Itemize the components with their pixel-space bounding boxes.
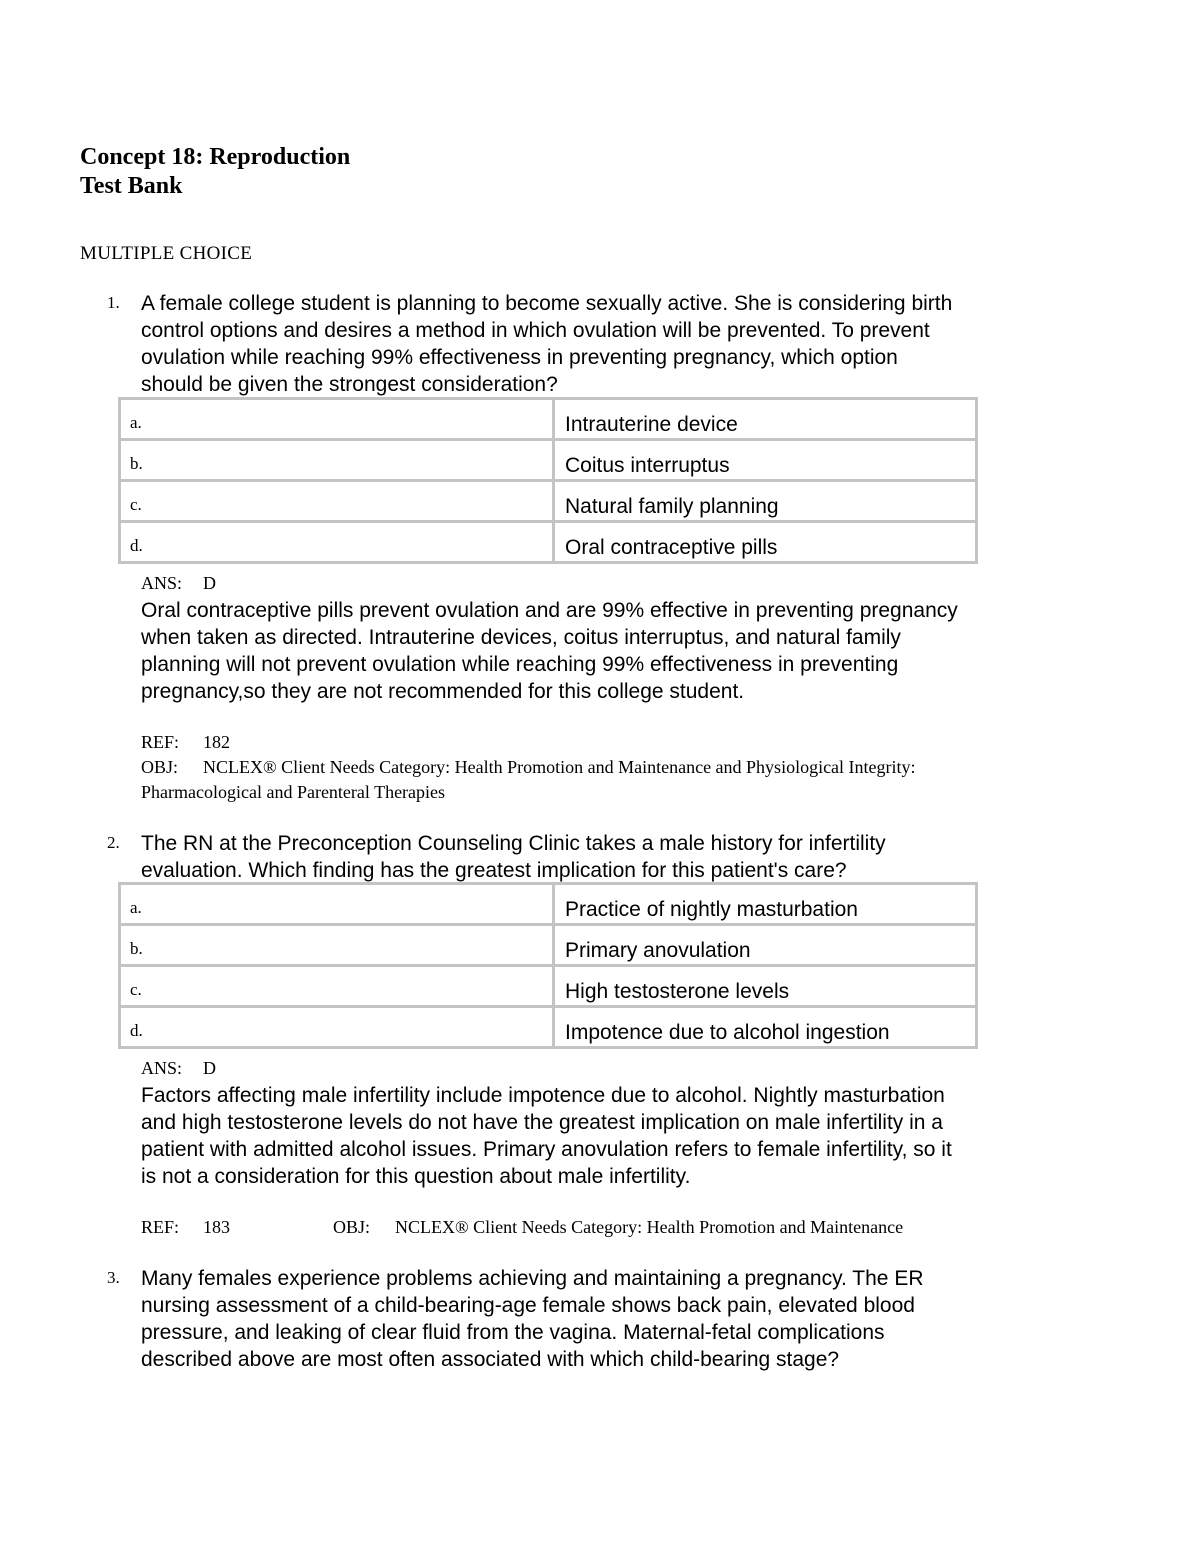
question-number: 2.: [107, 833, 120, 852]
choice-row: [120, 481, 977, 522]
answer-value: D: [203, 1058, 216, 1078]
choice-letter: a.: [120, 399, 554, 440]
obj-value: NCLEX® Client Needs Category: Health Promotion and Maintenance: [395, 1217, 904, 1237]
question-stem: The RN at the Preconception Counseling Clinic takes a male history for infertility evaluation. Which finding has the greatest implication for this patient's care?: [141, 832, 886, 882]
choice-row: [120, 522, 977, 563]
choice-text: High testosterone levels: [554, 966, 977, 1007]
choice-row: [120, 440, 977, 481]
choices-table: [118, 397, 978, 564]
obj-label: OBJ:: [141, 757, 179, 777]
obj-value: NCLEX® Client Needs Category: Health Promotion and Maintenance and Physiological Integrity:: [203, 757, 916, 777]
choice-letter: c.: [120, 966, 554, 1007]
rationale: Factors affecting male infertility include impotence due to alcohol. Nightly masturbation and high testosterone levels do not have the greatest implication on male infertility in a patient with admitted alcohol issues. Primary anovulation refers to female infertility, so it is not a consideration for this question about male infertility.: [141, 1084, 952, 1188]
ref-value: 183: [203, 1217, 230, 1237]
answer-label: ANS:: [141, 1058, 183, 1078]
choice-text: Natural family planning: [554, 481, 977, 522]
choice-text: Practice of nightly masturbation: [554, 884, 977, 925]
question-stem: Many females experience problems achieving and maintaining a pregnancy. The ER nursing assessment of a child-bearing-age female shows back pain, elevated blood pressure, and leaking of clear fluid from the vagina. Maternal-fetal complications described above are most often associated with which child-bearing stage?: [141, 1267, 924, 1371]
choice-row: [120, 399, 977, 440]
document-title: [80, 143, 350, 201]
choice-row: [120, 1007, 977, 1048]
choice-row: [120, 966, 977, 1007]
rationale: Oral contraceptive pills prevent ovulation and are 99% effective in preventing pregnancy when taken as directed. Intrauterine devices, coitus interruptus, and natural family planning will not prevent ovulation while reaching 99% effectiveness in preventing pregnancy,so they are not recommended for this college student.: [141, 599, 958, 703]
subtitle-text: Test Bank: [80, 173, 183, 199]
choice-row: [120, 925, 977, 966]
answer-value: D: [203, 573, 216, 593]
answer-label: ANS:: [141, 573, 183, 593]
reference-meta: [141, 730, 1071, 805]
question-number: 1.: [107, 293, 120, 312]
question-stem: A female college student is planning to become sexually active. She is considering birth control options and desires a method in which ovulation will be prevented. To prevent ovulation while reaching 99% effectiveness in preventing pregnancy, which option should be given the strongest consideration?: [141, 292, 953, 396]
choice-letter: a.: [120, 884, 554, 925]
ref-value: 182: [203, 732, 230, 752]
answer: [141, 1058, 216, 1079]
choices-table: [118, 882, 978, 1049]
choice-text: Impotence due to alcohol ingestion: [554, 1007, 977, 1048]
choice-row: [120, 884, 977, 925]
choice-letter: b.: [120, 440, 554, 481]
ref-label: REF:: [141, 1217, 180, 1237]
choice-text: Primary anovulation: [554, 925, 977, 966]
answer: [141, 573, 216, 594]
choice-letter: c.: [120, 481, 554, 522]
reference-meta: [141, 1215, 1071, 1240]
choice-text: Intrauterine device: [554, 399, 977, 440]
choice-text: Coitus interruptus: [554, 440, 977, 481]
question-number: 3.: [107, 1268, 120, 1287]
title-text: Concept 18: Reproduction: [80, 144, 351, 170]
choice-letter: b.: [120, 925, 554, 966]
obj-value-cont: Pharmacological and Parenteral Therapies: [141, 782, 446, 802]
ref-label: REF:: [141, 732, 180, 752]
section-heading: MULTIPLE CHOICE: [80, 243, 253, 264]
choice-text: Oral contraceptive pills: [554, 522, 977, 563]
choice-letter: d.: [120, 1007, 554, 1048]
obj-label: OBJ:: [333, 1217, 371, 1237]
choice-letter: d.: [120, 522, 554, 563]
